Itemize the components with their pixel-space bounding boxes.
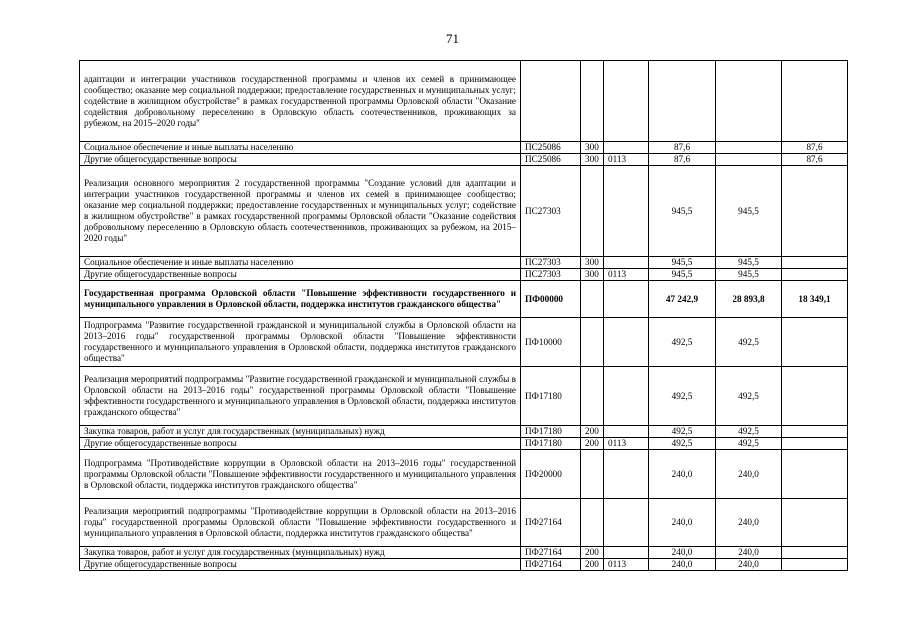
expense-type: 300 bbox=[581, 154, 604, 166]
amount-column-3 bbox=[782, 438, 848, 450]
target-code: ПС25086 bbox=[521, 142, 581, 154]
row-description: Другие общегосударственные вопросы bbox=[80, 559, 521, 571]
amount-total: 240,0 bbox=[649, 559, 716, 571]
amount-column-3 bbox=[782, 257, 848, 269]
amount-column-3: 87,6 bbox=[782, 154, 848, 166]
table-row bbox=[80, 318, 848, 367]
amount-column-3: 18 349,1 bbox=[782, 281, 848, 318]
amount-column-2 bbox=[716, 142, 782, 154]
section-code bbox=[604, 367, 649, 426]
amount-column-2: 492,5 bbox=[716, 367, 782, 426]
table-row bbox=[80, 450, 848, 499]
amount-column-2 bbox=[716, 154, 782, 166]
section-code bbox=[604, 166, 649, 257]
row-description: адаптации и интеграции участников государственной программы и членов их семей в принимающее сообщество; оказание мер социальной поддержки; предоставление государственных и муниципальных услуг; содействие в жилищном обустройстве" в рамках государственной программы Орловской области "Оказание содействия добровольному переселению в Орловскую область соотечественников, проживающих за рубежом, на 2015–2020 годы" bbox=[80, 61, 521, 142]
amount-total: 945,5 bbox=[649, 166, 716, 257]
row-description: Государственная программа Орловской области "Повышение эффективности государственного и муниципального управления в Орловской области, поддержка институтов гражданского общества" bbox=[80, 281, 521, 318]
section-code bbox=[604, 450, 649, 499]
target-code: ПФ10000 bbox=[521, 318, 581, 367]
expense-type: 300 bbox=[581, 257, 604, 269]
target-code: ПФ17180 bbox=[521, 438, 581, 450]
expense-type: 200 bbox=[581, 438, 604, 450]
section-code bbox=[604, 547, 649, 559]
row-description: Другие общегосударственные вопросы bbox=[80, 269, 521, 281]
amount-total bbox=[649, 61, 716, 142]
row-description: Реализация мероприятий подпрограммы "Развитие государственной гражданской и муниципальной службы в Орловской области на 2013–2016 годы" государственной программы Орловской области "Повышение эффективности государственного и муниципального управления в Орловской области, поддержка институтов гражданского общества" bbox=[80, 367, 521, 426]
amount-column-3 bbox=[782, 318, 848, 367]
amount-column-2: 240,0 bbox=[716, 499, 782, 547]
section-code bbox=[604, 499, 649, 547]
target-code: ПФ17180 bbox=[521, 367, 581, 426]
target-code: ПС25086 bbox=[521, 154, 581, 166]
amount-total: 492,5 bbox=[649, 367, 716, 426]
target-code: ПС27303 bbox=[521, 166, 581, 257]
table-row bbox=[80, 426, 848, 438]
target-code: ПС27303 bbox=[521, 257, 581, 269]
expense-type bbox=[581, 61, 604, 142]
row-description: Закупка товаров, работ и услуг для государственных (муниципальных) нужд bbox=[80, 426, 521, 438]
amount-total: 945,5 bbox=[649, 269, 716, 281]
section-code: 0113 bbox=[604, 269, 649, 281]
expense-type bbox=[581, 281, 604, 318]
row-description: Другие общегосударственные вопросы bbox=[80, 154, 521, 166]
amount-column-2: 945,5 bbox=[716, 166, 782, 257]
amount-column-2: 240,0 bbox=[716, 547, 782, 559]
amount-total: 87,6 bbox=[649, 154, 716, 166]
section-code bbox=[604, 318, 649, 367]
amount-column-3 bbox=[782, 547, 848, 559]
amount-total: 47 242,9 bbox=[649, 281, 716, 318]
table-row bbox=[80, 142, 848, 154]
amount-total: 240,0 bbox=[649, 499, 716, 547]
expense-type: 200 bbox=[581, 547, 604, 559]
expense-type bbox=[581, 499, 604, 547]
section-code bbox=[604, 142, 649, 154]
amount-total: 240,0 bbox=[649, 547, 716, 559]
expense-type: 200 bbox=[581, 426, 604, 438]
row-description: Социальное обеспечение и иные выплаты населению bbox=[80, 257, 521, 269]
expense-type bbox=[581, 318, 604, 367]
section-code bbox=[604, 257, 649, 269]
amount-column-3 bbox=[782, 559, 848, 571]
amount-total: 87,6 bbox=[649, 142, 716, 154]
amount-column-3 bbox=[782, 166, 848, 257]
table-row bbox=[80, 257, 848, 269]
expense-type: 300 bbox=[581, 269, 604, 281]
table-row bbox=[80, 438, 848, 450]
section-code: 0113 bbox=[604, 154, 649, 166]
amount-column-3 bbox=[782, 426, 848, 438]
table-row bbox=[80, 269, 848, 281]
table-row bbox=[80, 367, 848, 426]
amount-total: 945,5 bbox=[649, 257, 716, 269]
section-code bbox=[604, 281, 649, 318]
amount-total: 492,5 bbox=[649, 438, 716, 450]
expense-type bbox=[581, 367, 604, 426]
expense-type bbox=[581, 450, 604, 499]
amount-column-2: 240,0 bbox=[716, 450, 782, 499]
page-number: 71 bbox=[446, 31, 459, 46]
amount-total: 492,5 bbox=[649, 318, 716, 367]
section-code bbox=[604, 426, 649, 438]
amount-column-3: 87,6 bbox=[782, 142, 848, 154]
amount-column-3 bbox=[782, 450, 848, 499]
amount-column-2: 492,5 bbox=[716, 438, 782, 450]
table-row bbox=[80, 559, 848, 571]
target-code: ПФ20000 bbox=[521, 450, 581, 499]
section-code: 0113 bbox=[604, 438, 649, 450]
amount-total: 240,0 bbox=[649, 450, 716, 499]
target-code: ПФ27164 bbox=[521, 559, 581, 571]
amount-column-2: 492,5 bbox=[716, 426, 782, 438]
target-code: ПФ00000 bbox=[521, 281, 581, 318]
section-code: 0113 bbox=[604, 559, 649, 571]
amount-column-2: 240,0 bbox=[716, 559, 782, 571]
table-row bbox=[80, 281, 848, 318]
amount-column-2: 945,5 bbox=[716, 269, 782, 281]
row-description: Подпрограмма "Противодействие коррупции в Орловской области на 2013–2016 годы" государственной программы Орловской области "Повышение эффективности государственного и муниципального управления в Орловской области, поддержка институтов гражданского общества" bbox=[80, 450, 521, 499]
row-description: Реализация основного мероприятия 2 государственной программы "Создание условий для адаптации и интеграции участников государственной программы и членов их семей в принимающее сообщество; оказание мер социальной поддержки; предоставление государственных и муниципальных услуг; содействие в жилищном обустройстве" в рамках государственной программы Орловской области "Оказание содействия добровольному переселению в Орловскую область соотечественников, проживающих за рубежом, на 2015–2020 годы" bbox=[80, 166, 521, 257]
target-code: ПФ27164 bbox=[521, 499, 581, 547]
row-description: Другие общегосударственные вопросы bbox=[80, 438, 521, 450]
expense-type: 300 bbox=[581, 142, 604, 154]
amount-column-3 bbox=[782, 61, 848, 142]
amount-column-3 bbox=[782, 269, 848, 281]
row-description: Реализация мероприятий подпрограммы "Противодействие коррупции в Орловской области на 2013–2016 годы" государственной программы Орловской области "Повышение эффективности государственного и муниципального управления в Орловской области, поддержка институтов гражданского общества" bbox=[80, 499, 521, 547]
amount-total: 492,5 bbox=[649, 426, 716, 438]
expense-type bbox=[581, 166, 604, 257]
expense-type: 200 bbox=[581, 559, 604, 571]
row-description: Подпрограмма "Развитие государственной гражданской и муниципальной службы в Орловской области на 2013–2016 годы" государственной программы Орловской области "Повышение эффективности государственного и муниципального управления в Орловской области, поддержка институтов гражданского общества" bbox=[80, 318, 521, 367]
table-row bbox=[80, 166, 848, 257]
table-body bbox=[80, 61, 848, 571]
row-description: Закупка товаров, работ и услуг для государственных (муниципальных) нужд bbox=[80, 547, 521, 559]
amount-column-3 bbox=[782, 499, 848, 547]
table-row bbox=[80, 499, 848, 547]
amount-column-3 bbox=[782, 367, 848, 426]
amount-column-2: 28 893,8 bbox=[716, 281, 782, 318]
target-code bbox=[521, 61, 581, 142]
target-code: ПС27303 bbox=[521, 269, 581, 281]
budget-table bbox=[79, 60, 848, 571]
amount-column-2: 492,5 bbox=[716, 318, 782, 367]
table-row bbox=[80, 154, 848, 166]
section-code bbox=[604, 61, 649, 142]
table-row bbox=[80, 547, 848, 559]
row-description: Социальное обеспечение и иные выплаты населению bbox=[80, 142, 521, 154]
amount-column-2: 945,5 bbox=[716, 257, 782, 269]
table-row bbox=[80, 61, 848, 142]
target-code: ПФ27164 bbox=[521, 547, 581, 559]
target-code: ПФ17180 bbox=[521, 426, 581, 438]
amount-column-2 bbox=[716, 61, 782, 142]
